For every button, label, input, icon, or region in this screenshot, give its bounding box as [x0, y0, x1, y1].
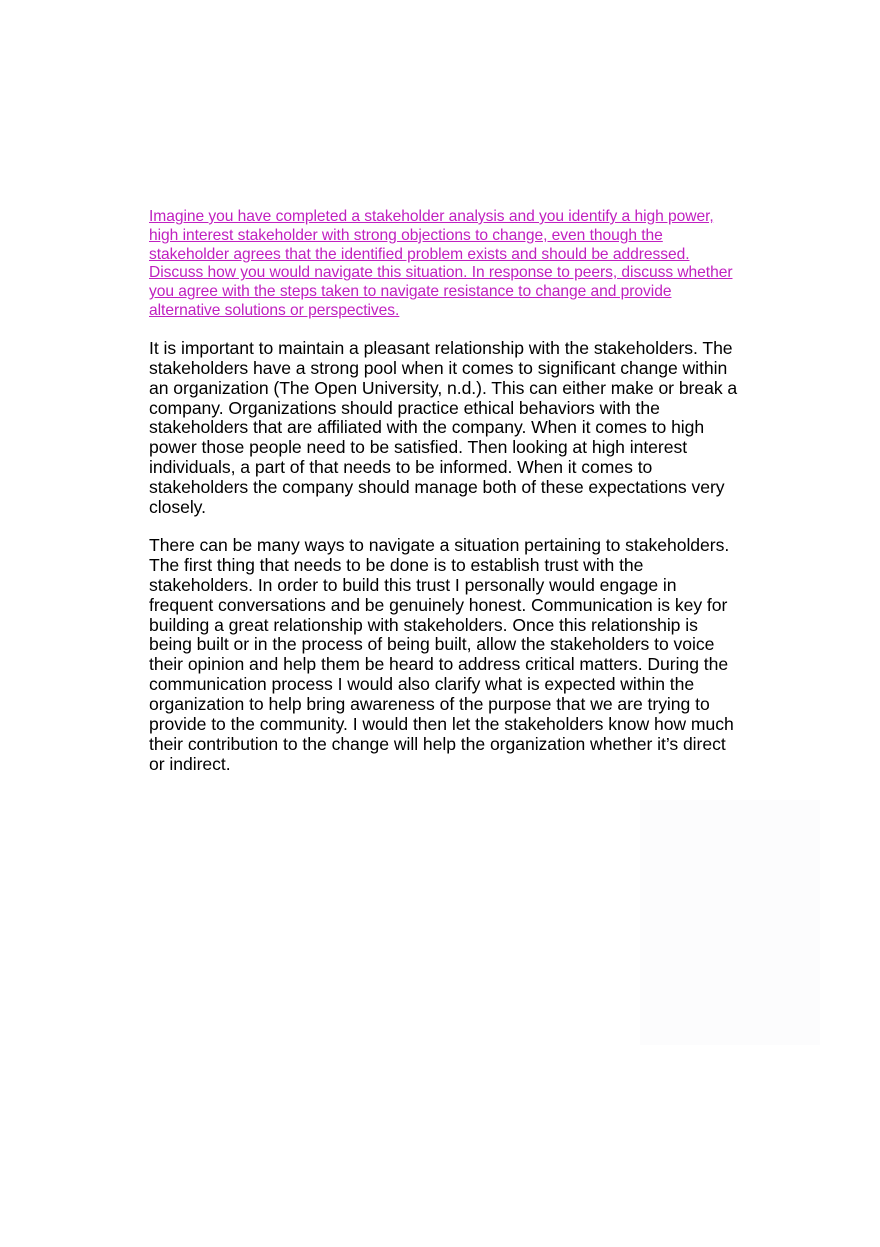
body-paragraph-2: There can be many ways to navigate a situation pertaining to stakeholders. The first thing that needs to be done is to establish trust with the stakeholders. In order to build this trust I personally would engage in frequent conversations and be genuinely honest. Communication is key for building a great relationship with stakeholders. Once this relationship is being built or in the process of being built, allow the stakeholders to voice their opinion and help them be heard to address critical matters. During the communication process I would also clarify what is expected within the organization to help bring awareness of the purpose that we are trying to provide to the community. I would then let the stakeholders know how much their contribution to the change will help the organization whether it’s direct or indirect.: [149, 534, 734, 774]
body-paragraph-1: It is important to maintain a pleasant relationship with the stakeholders. The stakeholders have a strong pool when it comes to significant change within an organization (The Open University, n.d.). This can either make or break a company. Organizations should practice ethical behaviors with the stakeholders that are affiliated with the company. When it comes to high power those people need to be satisfied. Then looking at high interest individuals, a part of that needs to be informed. When it comes to stakeholders the company should manage both of these expectations very closely.: [149, 337, 738, 518]
faint-background-panel: [640, 800, 820, 1045]
discussion-prompt-link[interactable]: Imagine you have completed a stakeholder analysis and you identify a high power, high interest stakeholder with strong objections to change, even though the stakeholder agrees that the identified problem exists and should be addressed. Discuss how you would navigate this situation. In response to peers, discuss whether you agree with the steps taken to navigate resistance to change and provide alternative solutions or perspectives.: [149, 208, 733, 319]
document-body: [149, 208, 739, 793]
